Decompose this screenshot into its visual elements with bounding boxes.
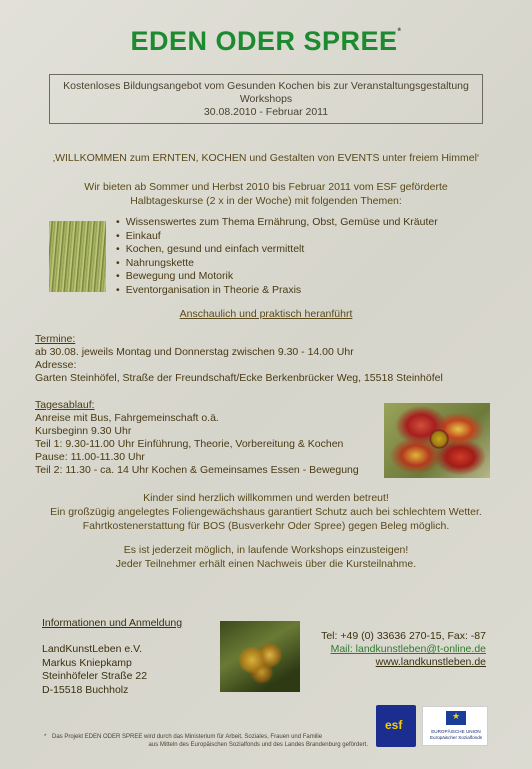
info-box [49,74,483,124]
eu-flag-icon [446,711,466,725]
footnote [44,733,368,749]
welcome-line: ‚WILLKOMMEN zum ERNTEN, KOCHEN und Gestalten von EVENTS unter freiem Himmel‘ [52,152,480,164]
info-box-line-2: Workshops [239,93,293,105]
esf-logo [376,705,416,747]
street: Steinhöfeler Straße 22 [42,670,148,682]
info-heading: Informationen und Anmeldung [42,617,183,629]
org-name: LandKunstLeben e.V. [42,643,143,655]
topic-item: • Eventorganisation in Theorie & Praxis [114,284,494,298]
topic-item: • Wissenswertes zum Thema Ernährung, Obst, Gemüse und Kräuter [114,216,494,230]
city: D-15518 Buchholz [42,683,129,696]
contact-details [321,630,486,669]
address-label: Adresse: [35,359,77,371]
phone-fax: Tel: +49 (0) 33636 270-15, Fax: -87 [321,630,486,642]
tagesablauf-section [35,399,375,477]
fruit-photo [220,621,300,692]
eu-caption-line-2: Europäischer Sozialfonds [429,735,483,740]
kinder-line-2: Ein großzügig angelegtes Foliengewächshaus garantiert Schutz auch bei schlechtem Wetter. [50,506,482,518]
tagesablauf-line: Kursbeginn 9.30 Uhr [35,425,132,437]
termine-section [35,333,505,385]
kinder-line-1: Kinder sind herzlich willkommen und werden betreut! [143,492,389,504]
offer-text [0,180,532,208]
jederzeit-text [0,543,532,571]
topic-item: • Bewegung und Motorik [114,270,494,284]
topic-item: • Kochen, gesund und einfach vermittelt [114,243,494,257]
info-box-line-1: Kostenloses Bildungsangebot vom Gesunden Kochen bis zur Veranstaltungsgestaltung [63,80,469,92]
kinder-text [0,491,532,533]
jederzeit-line-2: Jeder Teilnehmer erhält einen Nachweis über die Kursteilnahme. [115,558,417,570]
title-footnote-mark: * [397,26,402,36]
jederzeit-line-1: Es ist jederzeit möglich, in laufende Workshops einzusteigen! [123,544,409,556]
topic-item: • Einkauf [114,230,494,244]
tagesablauf-line: Teil 2: 11.30 - ca. 14 Uhr Kochen & Gemeinsames Essen - Bewegung [35,464,359,476]
termine-label: Termine: [35,333,76,345]
topic-item: • Nahrungskette [114,257,494,271]
subheading: Anschaulich und praktisch heranführt [179,308,353,320]
tagesablauf-label: Tagesablauf: [35,399,95,411]
eu-logo-caption [425,729,487,741]
offer-line-1: Wir bieten ab Sommer und Herbst 2010 bis Februar 2011 vom ESF geförderte [84,181,448,193]
info-box-dates: 30.08.2010 - Februar 2011 [203,106,329,118]
tagesablauf-line: Teil 1: 9.30-11.00 Uhr Einführung, Theorie, Vorbereitung & Kochen [35,438,344,450]
contact-address [42,643,147,697]
footnote-star: * [44,734,47,740]
tagesablauf-line: Pause: 11.00-11.30 Uhr [35,451,145,463]
esf-logo-text: esf [385,718,403,732]
contact-person: Markus Kniepkamp [42,656,132,669]
grass-photo [49,221,106,292]
flower-photo [384,403,490,478]
email-link[interactable]: Mail: landkunstleben@t-online.de [330,643,486,655]
address-text: Garten Steinhöfel, Straße der Freundschaft/Ecke Berkenbrücker Weg, 15518 Steinhöfel [35,372,443,384]
kinder-line-3: Fahrtkostenerstattung für BOS (Busverkehr Oder Spree) gegen Beleg möglich. [82,520,450,532]
termine-schedule: ab 30.08. jeweils Montag und Donnerstag zwischen 9.30 - 14.00 Uhr [35,346,354,358]
topic-list [114,216,494,298]
tagesablauf-line: Anreise mit Bus, Fahrgemeinschaft o.ä. [35,412,219,424]
footnote-line-1: Das Projekt EDEN ODER SPREE wird durch das Ministerium für Arbeit, Soziales, Frauen und Familie [52,734,323,740]
title-text: EDEN ODER SPREE [130,26,398,56]
page-title [0,26,532,57]
website-link[interactable]: www.landkunstleben.de [375,656,486,668]
offer-line-2: Halbtageskurse (2 x in der Woche) mit folgenden Themen: [130,195,402,207]
footnote-line-2: aus Mitteln des Europäischen Sozialfonds und des Landes Brandenburg gefördert. [148,742,368,748]
eu-logo [422,706,488,746]
eu-caption-line-1: EUROPÄISCHE UNION [431,729,481,734]
